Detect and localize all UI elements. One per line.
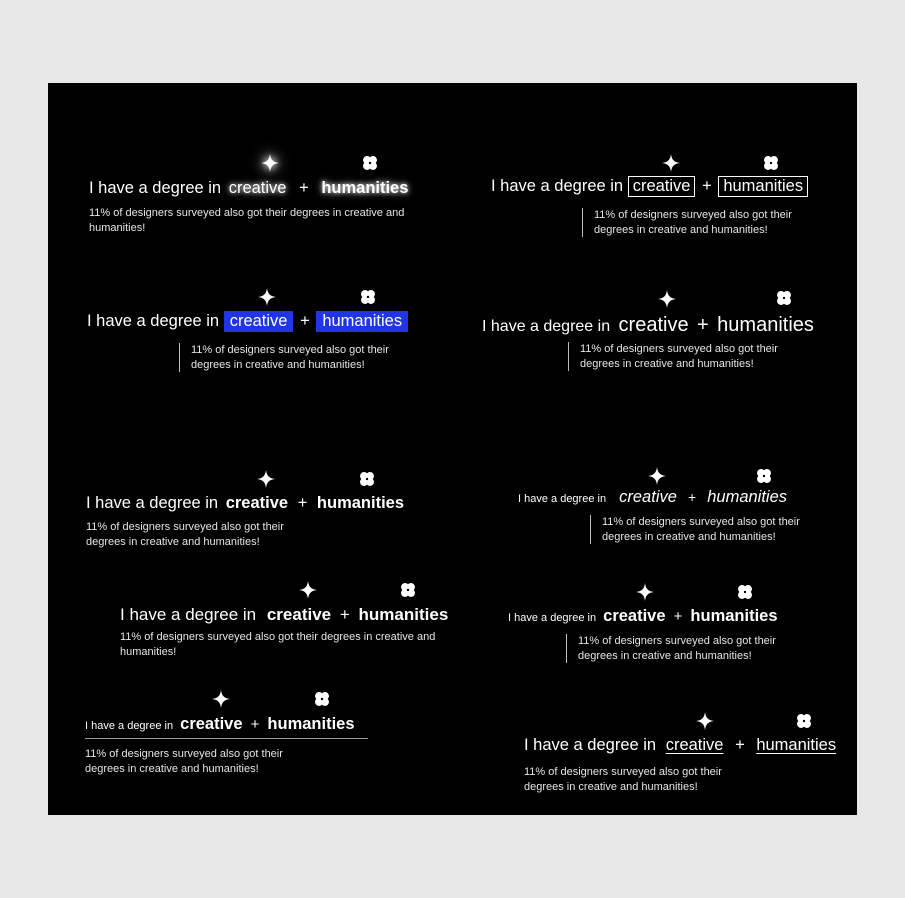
keyword-humanities: humanities xyxy=(707,488,788,506)
headline-prefix: I have a degree in xyxy=(508,612,597,624)
headline-prefix: I have a degree in xyxy=(491,177,624,195)
body-text: 11% of designers surveyed also got their degrees in creative and humanities! xyxy=(89,207,405,234)
body-text: 11% of designers surveyed also got their degrees in creative and humanities! xyxy=(120,631,436,658)
body-text: 11% of designers surveyed also got their degrees in creative and humanities! xyxy=(582,208,819,237)
keyword-humanities: humanities xyxy=(316,311,408,332)
headline xyxy=(86,495,404,512)
headline-prefix: I have a degree in xyxy=(482,318,611,335)
flower-icon xyxy=(737,584,753,600)
sparkle-icon xyxy=(258,288,276,306)
headline-prefix: I have a degree in xyxy=(89,179,222,197)
plus-sign: + xyxy=(735,736,745,754)
body-text: 11% of designers surveyed also got their degrees in creative and humanities! xyxy=(85,748,283,775)
headline xyxy=(508,608,778,625)
plus-sign: + xyxy=(339,605,350,624)
headline xyxy=(491,178,808,195)
keyword-humanities: humanities xyxy=(316,494,405,512)
body-text: 11% of designers surveyed also got their degrees in creative and humanities! xyxy=(86,521,284,548)
body-text: 11% of designers surveyed also got their degrees in creative and humanities! xyxy=(568,342,815,371)
keyword-creative: creative xyxy=(603,607,666,625)
keyword-humanities: humanities xyxy=(690,607,778,625)
plus-sign: + xyxy=(300,312,310,330)
keyword-humanities: humanities xyxy=(267,715,355,733)
keyword-humanities: humanities xyxy=(718,176,808,197)
plus-sign: + xyxy=(687,489,697,505)
headline xyxy=(120,606,448,623)
keyword-humanities: humanities xyxy=(756,736,837,754)
keyword-creative: creative xyxy=(266,605,332,624)
keyword-creative: creative xyxy=(619,488,677,506)
sparkle-icon xyxy=(636,583,654,601)
plus-sign: + xyxy=(673,608,683,625)
headline xyxy=(518,489,787,506)
flower-icon xyxy=(400,582,416,598)
body-text: 11% of designers surveyed also got their degrees in creative and humanities! xyxy=(179,343,426,372)
sparkle-icon xyxy=(662,154,680,172)
sparkle-icon xyxy=(261,154,279,172)
body-text: 11% of designers surveyed also got their degrees in creative and humanities! xyxy=(566,634,813,663)
artboard xyxy=(48,83,857,815)
flower-icon xyxy=(359,471,375,487)
divider xyxy=(85,738,368,739)
plus-sign: + xyxy=(250,716,260,733)
keyword-humanities: humanities xyxy=(321,179,409,197)
headline xyxy=(85,716,355,733)
flower-icon xyxy=(756,468,772,484)
keyword-creative: creative xyxy=(628,176,696,197)
headline xyxy=(87,313,408,330)
headline-prefix: I have a degree in xyxy=(518,493,607,505)
keyword-creative: creative xyxy=(618,314,689,336)
keyword-creative: creative xyxy=(180,715,243,733)
body-text: 11% of designers surveyed also got their degrees in creative and humanities! xyxy=(590,515,837,544)
headline-prefix: I have a degree in xyxy=(87,312,220,330)
sparkle-icon xyxy=(648,467,666,485)
plus-sign: + xyxy=(297,494,308,512)
sparkle-icon xyxy=(257,470,275,488)
flower-icon xyxy=(776,290,792,306)
flower-icon xyxy=(362,155,378,171)
flower-icon xyxy=(314,691,330,707)
keyword-creative: creative xyxy=(228,179,287,197)
sparkle-icon xyxy=(299,581,317,599)
plus-sign: + xyxy=(299,179,309,197)
sparkle-icon xyxy=(696,712,714,730)
keyword-creative: creative xyxy=(225,494,289,512)
headline-prefix: I have a degree in xyxy=(524,736,657,754)
keyword-creative: creative xyxy=(224,311,294,332)
body-text: 11% of designers surveyed also got their degrees in creative and humanities! xyxy=(524,766,722,793)
headline-prefix: I have a degree in xyxy=(86,494,219,512)
plus-sign: + xyxy=(702,177,712,195)
headline xyxy=(524,737,836,754)
keyword-humanities: humanities xyxy=(717,314,814,336)
sparkle-icon xyxy=(658,290,676,308)
flower-icon xyxy=(360,289,376,305)
keyword-humanities: humanities xyxy=(358,605,449,624)
flower-icon xyxy=(796,713,812,729)
keyword-creative: creative xyxy=(665,736,724,754)
headline-prefix: I have a degree in xyxy=(120,605,257,624)
headline xyxy=(89,180,408,197)
sparkle-icon xyxy=(212,690,230,708)
headline-prefix: I have a degree in xyxy=(85,720,174,732)
plus-sign: + xyxy=(697,314,709,336)
headline xyxy=(482,315,814,335)
flower-icon xyxy=(763,155,779,171)
